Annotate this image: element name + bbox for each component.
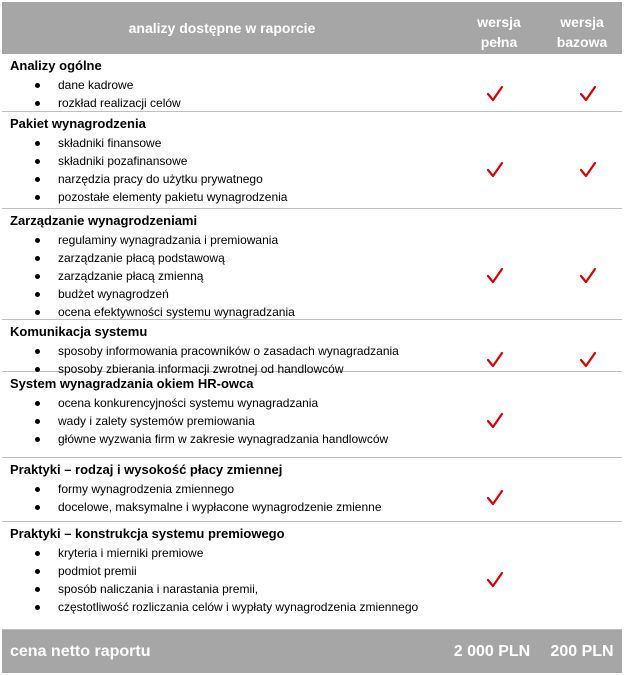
check-icon: [486, 267, 504, 285]
section: [2, 112, 622, 209]
list-item-label: składniki finansowe: [58, 136, 162, 150]
bullet-icon: [35, 401, 40, 406]
bullet-icon: [35, 587, 40, 592]
list-item: [2, 480, 382, 498]
bullet-icon: [35, 505, 40, 510]
section-items: [2, 544, 418, 616]
section-title: Praktyki – rodzaj i wysokość płacy zmiennej: [10, 462, 283, 477]
list-item: [2, 285, 295, 303]
sections-container: [2, 54, 622, 630]
bullet-icon: [35, 256, 40, 261]
section-items: [2, 76, 181, 112]
report-table: [2, 2, 622, 673]
list-item-label: pozostałe elementy pakietu wynagrodzenia: [58, 190, 288, 204]
bullet-icon: [35, 238, 40, 243]
list-item-label: podmiot premii: [58, 564, 137, 578]
list-item-label: główne wyzwania firm w zakresie wynagradzania handlowców: [58, 432, 389, 446]
list-item-label: składniki pozafinansowe: [58, 154, 188, 168]
check-icon: [579, 267, 597, 285]
list-item: [2, 562, 418, 580]
bullet-icon: [35, 419, 40, 424]
list-item: [2, 76, 181, 94]
bullet-icon: [35, 551, 40, 556]
bullet-icon: [35, 177, 40, 182]
bullet-icon: [35, 101, 40, 106]
section-title: Zarządzanie wynagrodzeniami: [10, 213, 198, 228]
list-item-label: sposoby informowania pracowników o zasadach wynagradzania: [58, 344, 399, 358]
price-label: cena netto raportu: [10, 642, 151, 660]
header-full-version: [464, 12, 534, 52]
check-icon: [579, 351, 597, 369]
section: [2, 522, 622, 630]
bullet-icon: [35, 141, 40, 146]
bullet-icon: [35, 195, 40, 200]
list-item: [2, 498, 382, 516]
list-item: [2, 544, 418, 562]
list-item-label: budżet wynagrodzeń: [58, 287, 169, 301]
list-item: [2, 170, 287, 188]
table-header: [2, 2, 622, 54]
header-basic-line2: bazowa: [556, 34, 608, 50]
bullet-icon: [35, 487, 40, 492]
check-icon: [486, 85, 504, 103]
header-full-line2: pełna: [480, 34, 518, 50]
section-items: [2, 134, 287, 206]
check-icon: [579, 161, 597, 179]
check-icon: [486, 412, 504, 430]
bullet-icon: [35, 437, 40, 442]
bullet-icon: [35, 292, 40, 297]
section-title: Analizy ogólne: [10, 58, 102, 73]
section: [2, 209, 622, 320]
list-item: [2, 303, 295, 321]
list-item: [2, 188, 287, 206]
list-item-label: zarządzanie płacą podstawową: [58, 251, 225, 265]
price-full: 2 000 PLN: [453, 642, 531, 660]
bullet-icon: [35, 605, 40, 610]
header-full-line1: wersja: [477, 14, 521, 30]
check-icon: [486, 351, 504, 369]
bullet-icon: [35, 310, 40, 315]
check-icon: [579, 85, 597, 103]
list-item-label: częstotliwość rozliczania celów i wypłaty wynagrodzenia zmiennego: [58, 600, 419, 614]
list-item-label: formy wynagrodzenia zmiennego: [58, 482, 235, 496]
header-basic-version: [542, 12, 622, 52]
list-item-label: zarządzanie płacą zmienną: [58, 269, 204, 283]
list-item-label: narzędzia pracy do użytku prywatnego: [58, 172, 263, 186]
price-row: [2, 630, 622, 673]
list-item: [2, 134, 287, 152]
bullet-icon: [35, 159, 40, 164]
list-item-label: ocena konkurencyjności systemu wynagradzania: [58, 396, 319, 410]
bullet-icon: [35, 274, 40, 279]
list-item: [2, 267, 295, 285]
list-item-label: sposoby zbierania informacji zwrotnej od handlowców: [58, 362, 344, 376]
list-item-label: kryteria i mierniki premiowe: [58, 546, 204, 560]
list-item: [2, 394, 388, 412]
header-basic-line1: wersja: [560, 14, 604, 30]
price-basic: 200 PLN: [550, 642, 614, 660]
list-item: [2, 598, 418, 616]
check-icon: [486, 489, 504, 507]
header-analyses: analizy dostępne w raporcie: [128, 20, 316, 36]
list-item-label: docelowe, maksymalne i wypłacone wynagrodzenie zmienne: [58, 500, 382, 514]
list-item-label: ocena efektywności systemu wynagradzania: [58, 305, 295, 319]
section-title: System wynagradzania okiem HR-owca: [10, 376, 254, 391]
bullet-icon: [35, 569, 40, 574]
list-item: [2, 430, 388, 448]
section: [2, 372, 622, 458]
list-item: [2, 580, 418, 598]
section: [2, 54, 622, 112]
bullet-icon: [35, 349, 40, 354]
section-title: Pakiet wynagrodzenia: [10, 116, 146, 131]
list-item-label: regulaminy wynagradzania i premiowania: [58, 233, 279, 247]
bullet-icon: [35, 83, 40, 88]
section-title: Praktyki – konstrukcja systemu premiowego: [10, 526, 285, 541]
section-items: [2, 231, 295, 321]
section: [2, 458, 622, 522]
section: [2, 320, 622, 376]
section-items: [2, 394, 388, 448]
list-item-label: wady i zalety systemów premiowania: [58, 414, 255, 428]
check-icon: [486, 571, 504, 589]
section-items: [2, 480, 382, 516]
list-item: [2, 342, 399, 360]
section-title: Komunikacja systemu: [10, 324, 148, 339]
list-item-label: dane kadrowe: [58, 78, 134, 92]
list-item: [2, 94, 181, 112]
list-item: [2, 231, 295, 249]
list-item: [2, 412, 388, 430]
check-icon: [486, 161, 504, 179]
list-item: [2, 249, 295, 267]
list-item-label: sposób naliczania i narastania premii,: [58, 582, 259, 596]
list-item: [2, 152, 287, 170]
list-item-label: rozkład realizacji celów: [58, 96, 181, 110]
